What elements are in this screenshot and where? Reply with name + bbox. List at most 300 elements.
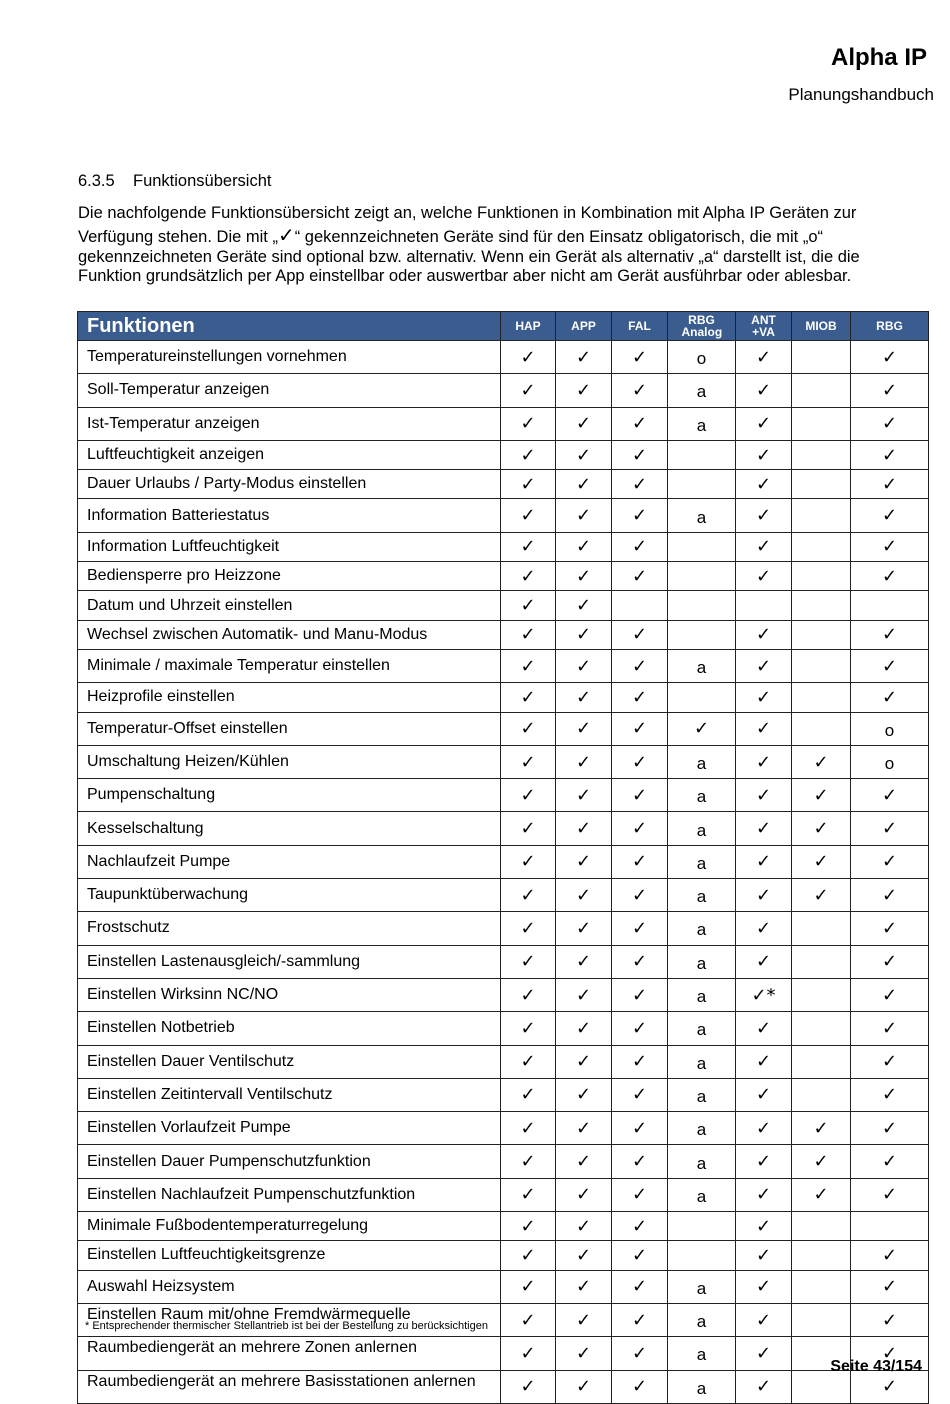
function-name: Temperatureinstellungen vornehmen	[78, 341, 501, 374]
checkmark-icon: ✓	[612, 440, 668, 469]
table-cell	[792, 374, 851, 407]
table-cell	[668, 440, 736, 469]
function-name: Taupunktüberwachung	[78, 879, 501, 912]
function-name: Pumpenschaltung	[78, 779, 501, 812]
table-cell	[612, 591, 668, 620]
checkmark-icon: ✓	[612, 1270, 668, 1303]
checkmark-icon: ✓	[556, 591, 612, 620]
intro-line-2a: Verfügung stehen. Die mit „	[78, 228, 278, 246]
checkmark-icon: ✓	[556, 649, 612, 682]
checkmark-icon: ✓	[556, 1112, 612, 1145]
table-row	[78, 374, 929, 407]
section-title: Funktionsübersicht	[133, 172, 272, 190]
intro-line-2b: “ gekennzeichneten Geräte sind für den Einsatz obligatorisch, die mit „o“	[294, 228, 824, 246]
table-row	[78, 683, 929, 712]
function-name: Einstellen Luftfeuchtigkeitsgrenze	[78, 1241, 501, 1270]
checkmark-icon: ✓	[851, 1078, 929, 1111]
checkmark-icon: ✓	[851, 407, 929, 440]
checkmark-icon: ✓	[851, 1303, 929, 1336]
checkmark-icon: ✓	[736, 1078, 792, 1111]
checkmark-icon: ✓	[851, 341, 929, 374]
checkmark-icon: ✓	[501, 620, 556, 649]
function-name: Ist-Temperatur anzeigen	[78, 407, 501, 440]
checkmark-icon: ✓	[612, 649, 668, 682]
table-row	[78, 1145, 929, 1178]
checkmark-icon: ✓	[792, 845, 851, 878]
checkmark-icon: ✓	[556, 912, 612, 945]
checkmark-icon: ✓	[612, 945, 668, 978]
table-cell: a	[668, 1178, 736, 1211]
table-cell	[668, 1241, 736, 1270]
function-name: Einstellen Wirksinn NC/NO	[78, 978, 501, 1011]
checkmark-icon: ✓	[556, 407, 612, 440]
checkmark-icon: ✓	[501, 562, 556, 591]
checkmark-icon: ✓	[501, 1178, 556, 1211]
table-row	[78, 845, 929, 878]
table-cell	[792, 341, 851, 374]
function-name: Nachlaufzeit Pumpe	[78, 845, 501, 878]
function-name: Einstellen Vorlaufzeit Pumpe	[78, 1112, 501, 1145]
checkmark-icon: ✓	[501, 649, 556, 682]
table-cell	[668, 591, 736, 620]
checkmark-icon: ✓	[851, 470, 929, 499]
checkmark-icon: ✓	[556, 440, 612, 469]
function-name: Information Luftfeuchtigkeit	[78, 532, 501, 561]
checkmark-icon: ✓	[612, 470, 668, 499]
checkmark-icon: ✓	[556, 1045, 612, 1078]
column-header: MIOB	[792, 312, 851, 341]
checkmark-icon: ✓	[792, 812, 851, 845]
checkmark-icon: ✓	[556, 1212, 612, 1241]
checkmark-icon: ✓	[851, 1012, 929, 1045]
checkmark-icon: ✓	[501, 1212, 556, 1241]
column-header	[736, 312, 792, 341]
function-name: Einstellen Notbetrieb	[78, 1012, 501, 1045]
checkmark-icon: ✓	[556, 712, 612, 745]
checkmark-icon: ✓	[792, 1145, 851, 1178]
checkmark-icon: ✓	[556, 978, 612, 1011]
function-name: Auswahl Heizsystem	[78, 1270, 501, 1303]
column-header-line: RBG Analog	[681, 313, 723, 339]
column-header	[668, 312, 736, 341]
table-cell: a	[668, 1370, 736, 1403]
checkmark-icon: ✓	[736, 1303, 792, 1336]
checkmark-icon: ✓	[612, 532, 668, 561]
checkmark-icon: ✓	[501, 499, 556, 532]
table-cell: a	[668, 1012, 736, 1045]
checkmark-icon: ✓	[556, 1012, 612, 1045]
checkmark-icon: ✓	[736, 912, 792, 945]
table-cell	[668, 532, 736, 561]
checkmark-icon: ✓	[668, 712, 736, 745]
table-row	[78, 591, 929, 620]
table-row	[78, 1045, 929, 1078]
checkmark-icon: ✓	[612, 683, 668, 712]
checkmark-icon: ✓	[612, 620, 668, 649]
table-cell: a	[668, 879, 736, 912]
table-cell: a	[668, 912, 736, 945]
checkmark-icon: ✓	[612, 1112, 668, 1145]
intro-paragraph	[78, 202, 928, 286]
table-cell	[792, 945, 851, 978]
checkmark-icon: ✓	[501, 912, 556, 945]
table-cell: a	[668, 407, 736, 440]
table-row	[78, 712, 929, 745]
checkmark-icon: ✓	[556, 879, 612, 912]
function-name: Umschaltung Heizen/Kühlen	[78, 745, 501, 778]
table-cell	[792, 649, 851, 682]
checkmark-icon: ✓	[736, 1112, 792, 1145]
table-cell	[736, 591, 792, 620]
table-row	[78, 1178, 929, 1211]
function-name: Heizprofile einstellen	[78, 683, 501, 712]
document-title: Alpha IP	[830, 44, 927, 71]
checkmark-icon: ✓	[501, 1045, 556, 1078]
checkmark-icon: ✓	[556, 562, 612, 591]
function-name: Einstellen Dauer Pumpenschutzfunktion	[78, 1145, 501, 1178]
page-number: Seite 43/154	[830, 1358, 922, 1375]
function-name: Luftfeuchtigkeit anzeigen	[78, 440, 501, 469]
table-cell	[792, 562, 851, 591]
checkmark-icon: ✓	[736, 649, 792, 682]
function-name: Raumbediengerät an mehrere Zonen anlernen	[78, 1337, 501, 1370]
function-name: Einstellen Lastenausgleich/-sammlung	[78, 945, 501, 978]
checkmark-icon: ✓	[612, 407, 668, 440]
function-name: Raumbediengerät an mehrere Basisstationen anlernen	[78, 1370, 501, 1403]
checkmark-icon: ✓	[556, 1270, 612, 1303]
footnote: * Entsprechender thermischer Stellantrieb ist bei der Bestellung zu berücksichtigen	[85, 1320, 488, 1332]
table-cell: a	[668, 374, 736, 407]
checkmark-icon: ✓	[851, 1112, 929, 1145]
checkmark-icon: ✓	[736, 499, 792, 532]
table-cell	[668, 683, 736, 712]
checkmark-icon: ✓	[851, 562, 929, 591]
table-cell	[792, 1078, 851, 1111]
checkmark-icon: ✓	[736, 945, 792, 978]
checkmark-icon: ✓	[501, 407, 556, 440]
section-heading	[78, 172, 272, 191]
checkmark-icon: ✓	[612, 1045, 668, 1078]
checkmark-icon: ✓	[501, 683, 556, 712]
checkmark-icon: ✓	[501, 1303, 556, 1336]
checkmark-icon: ✓	[612, 879, 668, 912]
checkmark-icon: ✓	[501, 440, 556, 469]
checkmark-icon: ✓	[501, 879, 556, 912]
checkmark-icon: ✓	[792, 879, 851, 912]
checkmark-icon: ✓	[501, 1112, 556, 1145]
checkmark-icon: ✓	[736, 1178, 792, 1211]
function-name: Datum und Uhrzeit einstellen	[78, 591, 501, 620]
checkmark-icon: ✓	[736, 1145, 792, 1178]
checkmark-icon: ✓	[556, 683, 612, 712]
table-cell	[668, 1212, 736, 1241]
checkmark-icon: ✓	[736, 532, 792, 561]
checkmark-icon: ✓	[612, 1078, 668, 1111]
table-cell: a	[668, 945, 736, 978]
table-cell: a	[668, 845, 736, 878]
checkmark-icon: ✓	[851, 499, 929, 532]
function-name: Information Batteriestatus	[78, 499, 501, 532]
table-row	[78, 978, 929, 1011]
table-row	[78, 812, 929, 845]
checkmark-icon: ✓	[612, 812, 668, 845]
checkmark-icon: ✓	[612, 1212, 668, 1241]
checkmark-icon: ✓	[736, 562, 792, 591]
checkmark-icon: ✓	[501, 779, 556, 812]
function-name: Dauer Urlaubs / Party-Modus einstellen	[78, 470, 501, 499]
table-cell	[792, 1212, 851, 1241]
checkmark-icon: ✓	[851, 620, 929, 649]
checkmark-icon: ✓	[556, 1078, 612, 1111]
table-cell: a	[668, 1145, 736, 1178]
checkmark-icon: ✓	[612, 1337, 668, 1370]
function-name: Frostschutz	[78, 912, 501, 945]
table-cell	[792, 470, 851, 499]
table-cell: a	[668, 1078, 736, 1111]
checkmark-icon: ✓	[501, 845, 556, 878]
checkmark-icon: ✓	[736, 683, 792, 712]
function-name: Soll-Temperatur anzeigen	[78, 374, 501, 407]
column-header: RBG	[851, 312, 929, 341]
checkmark-icon: ✓	[501, 978, 556, 1011]
checkmark-icon: ✓	[851, 532, 929, 561]
intro-line-1: Die nachfolgende Funktionsübersicht zeigt an, welche Funktionen in Kombination mit Alpha IP Geräten zur	[78, 204, 857, 222]
checkmark-icon: ✓	[851, 812, 929, 845]
checkmark-icon: ✓	[612, 562, 668, 591]
table-row	[78, 1337, 929, 1370]
checkmark-icon: ✓	[792, 779, 851, 812]
checkmark-icon: ✓	[736, 341, 792, 374]
checkmark-icon: ✓	[556, 845, 612, 878]
function-name: Einstellen Raum mit/ohne Fremdwärmequelle	[78, 1303, 501, 1336]
checkmark-icon: ✓	[736, 812, 792, 845]
checkmark-icon: ✓	[501, 1078, 556, 1111]
checkmark-icon: ✓	[736, 712, 792, 745]
table-row	[78, 1270, 929, 1303]
table-cell	[792, 591, 851, 620]
checkmark-icon: ✓	[736, 1270, 792, 1303]
checkmark-icon: ✓	[736, 1012, 792, 1045]
checkmark-icon: ✓	[736, 1241, 792, 1270]
function-name: Minimale / maximale Temperatur einstellen	[78, 649, 501, 682]
table-cell	[668, 562, 736, 591]
function-name: Minimale Fußbodentemperaturregelung	[78, 1212, 501, 1241]
table-row	[78, 470, 929, 499]
checkmark-icon: ✓	[612, 912, 668, 945]
table-row	[78, 562, 929, 591]
checkmark-icon: ✓	[556, 812, 612, 845]
checkmark-icon: ✓	[612, 845, 668, 878]
table-row	[78, 649, 929, 682]
column-header: HAP	[501, 312, 556, 341]
table-cell: a	[668, 1337, 736, 1370]
checkmark-icon: ✓	[501, 1270, 556, 1303]
checkmark-icon: ✓	[612, 1370, 668, 1403]
checkmark-icon: ✓	[612, 1241, 668, 1270]
table-cell	[792, 978, 851, 1011]
checkmark-icon: ✓	[501, 712, 556, 745]
checkmark-icon: ✓	[556, 779, 612, 812]
table-row	[78, 1112, 929, 1145]
table-cell: a	[668, 1045, 736, 1078]
checkmark-icon: ✓	[556, 1370, 612, 1403]
checkmark-icon: ✓	[556, 499, 612, 532]
checkmark-icon: ✓	[736, 470, 792, 499]
table-cell: a	[668, 499, 736, 532]
checkmark-icon: ✓	[612, 374, 668, 407]
table-cell	[851, 591, 929, 620]
checkmark-icon: ✓	[851, 945, 929, 978]
checkmark-icon: ✓	[851, 1337, 929, 1370]
table-cell	[792, 1241, 851, 1270]
table-cell	[792, 620, 851, 649]
table-cell	[792, 712, 851, 745]
function-name: Kesselschaltung	[78, 812, 501, 845]
table-cell	[668, 620, 736, 649]
checkmark-icon: ✓	[736, 745, 792, 778]
table-cell	[792, 407, 851, 440]
table-row	[78, 620, 929, 649]
checkmark-icon: ✓	[612, 978, 668, 1011]
checkmark-icon: ✓	[851, 440, 929, 469]
checkmark-icon: ✓	[792, 1178, 851, 1211]
function-name: Bediensperre pro Heizzone	[78, 562, 501, 591]
table-cell: a	[668, 745, 736, 778]
table-cell: a	[668, 649, 736, 682]
checkmark-icon: ✓	[736, 407, 792, 440]
checkmark-icon: ✓	[556, 945, 612, 978]
table-cell	[851, 1212, 929, 1241]
table-row	[78, 1241, 929, 1270]
checkmark-icon: ✓	[792, 745, 851, 778]
checkmark-icon: ✓	[556, 532, 612, 561]
checkmark-icon: ✓	[612, 1303, 668, 1336]
checkmark-icon: ✓	[556, 1178, 612, 1211]
checkmark-icon: ✓	[501, 532, 556, 561]
column-header-line: ANT +VA	[751, 313, 776, 339]
checkmark-icon: ✓	[851, 879, 929, 912]
table-row	[78, 499, 929, 532]
checkmark-icon: ✓	[556, 1337, 612, 1370]
table-row	[78, 1212, 929, 1241]
checkmark-icon: ✓	[501, 945, 556, 978]
checkmark-icon: ✓	[556, 1241, 612, 1270]
checkmark-icon: ✓	[501, 745, 556, 778]
checkmark-icon: ✓	[736, 779, 792, 812]
checkmark-icon: ✓	[501, 1241, 556, 1270]
function-name: Temperatur-Offset einstellen	[78, 712, 501, 745]
checkmark-icon: ✓	[736, 879, 792, 912]
checkmark-icon: ✓	[277, 223, 295, 247]
checkmark-icon: ✓	[736, 620, 792, 649]
document-subtitle: Planungshandbuch	[788, 85, 934, 104]
table-cell	[792, 1012, 851, 1045]
checkmark-icon: ✓	[736, 845, 792, 878]
checkmark-icon: ✓	[851, 845, 929, 878]
table-cell: a	[668, 978, 736, 1011]
table-cell	[792, 499, 851, 532]
table-cell: a	[668, 779, 736, 812]
table-row	[78, 1078, 929, 1111]
table-cell: a	[668, 1303, 736, 1336]
function-name: Einstellen Nachlaufzeit Pumpenschutzfunktion	[78, 1178, 501, 1211]
function-table	[77, 311, 929, 1404]
checkmark-icon: ✓	[501, 591, 556, 620]
section-number: 6.3.5	[78, 172, 115, 190]
table-row	[78, 745, 929, 778]
checkmark-icon: ✓	[556, 745, 612, 778]
checkmark-icon: ✓	[501, 1012, 556, 1045]
checkmark-icon: ✓	[612, 1012, 668, 1045]
table-row	[78, 879, 929, 912]
table-cell: a	[668, 1112, 736, 1145]
table-cell: o	[851, 712, 929, 745]
checkmark-icon: ✓	[612, 1145, 668, 1178]
checkmark-icon: ✓	[501, 470, 556, 499]
table-row	[78, 407, 929, 440]
function-name: Wechsel zwischen Automatik- und Manu-Modus	[78, 620, 501, 649]
table-row	[78, 779, 929, 812]
column-header: FAL	[612, 312, 668, 341]
table-cell: a	[668, 812, 736, 845]
table-cell: a	[668, 1270, 736, 1303]
checkmark-icon: ✓	[851, 374, 929, 407]
table-cell	[668, 470, 736, 499]
table-row	[78, 532, 929, 561]
checkmark-icon: ✓	[501, 341, 556, 374]
checkmark-icon: ✓	[736, 1045, 792, 1078]
checkmark-icon: ✓	[501, 1337, 556, 1370]
checkmark-icon: ✓	[501, 812, 556, 845]
table-cell: o	[668, 341, 736, 374]
intro-line-3: gekennzeichneten Geräte sind optional bzw. alternativ. Wenn ein Gerät als alternativ „a“ darstellt ist, die die	[78, 248, 860, 266]
table-cell	[792, 1303, 851, 1336]
checkmark-icon: ✓	[736, 1212, 792, 1241]
checkmark-icon: ✓	[851, 1045, 929, 1078]
table-cell	[792, 532, 851, 561]
table-cell	[792, 440, 851, 469]
checkmark-icon: ✓	[556, 341, 612, 374]
table-header-row	[78, 312, 929, 341]
checkmark-icon: ✓	[851, 649, 929, 682]
table-row	[78, 440, 929, 469]
table-cell	[792, 1045, 851, 1078]
checkmark-icon: ✓	[501, 1145, 556, 1178]
table-row	[78, 1012, 929, 1045]
checkmark-icon: ✓	[736, 374, 792, 407]
column-header-funktionen: Funktionen	[78, 312, 501, 341]
checkmark-icon: ✓	[556, 374, 612, 407]
function-name: Einstellen Zeitintervall Ventilschutz	[78, 1078, 501, 1111]
checkmark-icon: ✓	[556, 470, 612, 499]
intro-line-4: Funktion grundsätzlich per App einstellbar oder auswertbar aber nicht am Gerät ausführbar oder ablesbar.	[78, 267, 852, 285]
checkmark-icon: ✓	[501, 374, 556, 407]
checkmark-icon: ✓	[851, 1241, 929, 1270]
table-cell	[792, 683, 851, 712]
checkmark-icon: ✓	[851, 1270, 929, 1303]
checkmark-icon: ✓	[612, 499, 668, 532]
checkmark-icon: ✓	[556, 1145, 612, 1178]
column-header: APP	[556, 312, 612, 341]
intro-line-2	[78, 223, 928, 248]
checkmark-icon: ✓	[851, 779, 929, 812]
checkmark-icon: ✓	[851, 1370, 929, 1403]
checkmark-icon: ✓	[612, 1178, 668, 1211]
table-cell	[792, 1270, 851, 1303]
function-name: Einstellen Dauer Ventilschutz	[78, 1045, 501, 1078]
table-row	[78, 912, 929, 945]
checkmark-icon: ✓	[851, 683, 929, 712]
